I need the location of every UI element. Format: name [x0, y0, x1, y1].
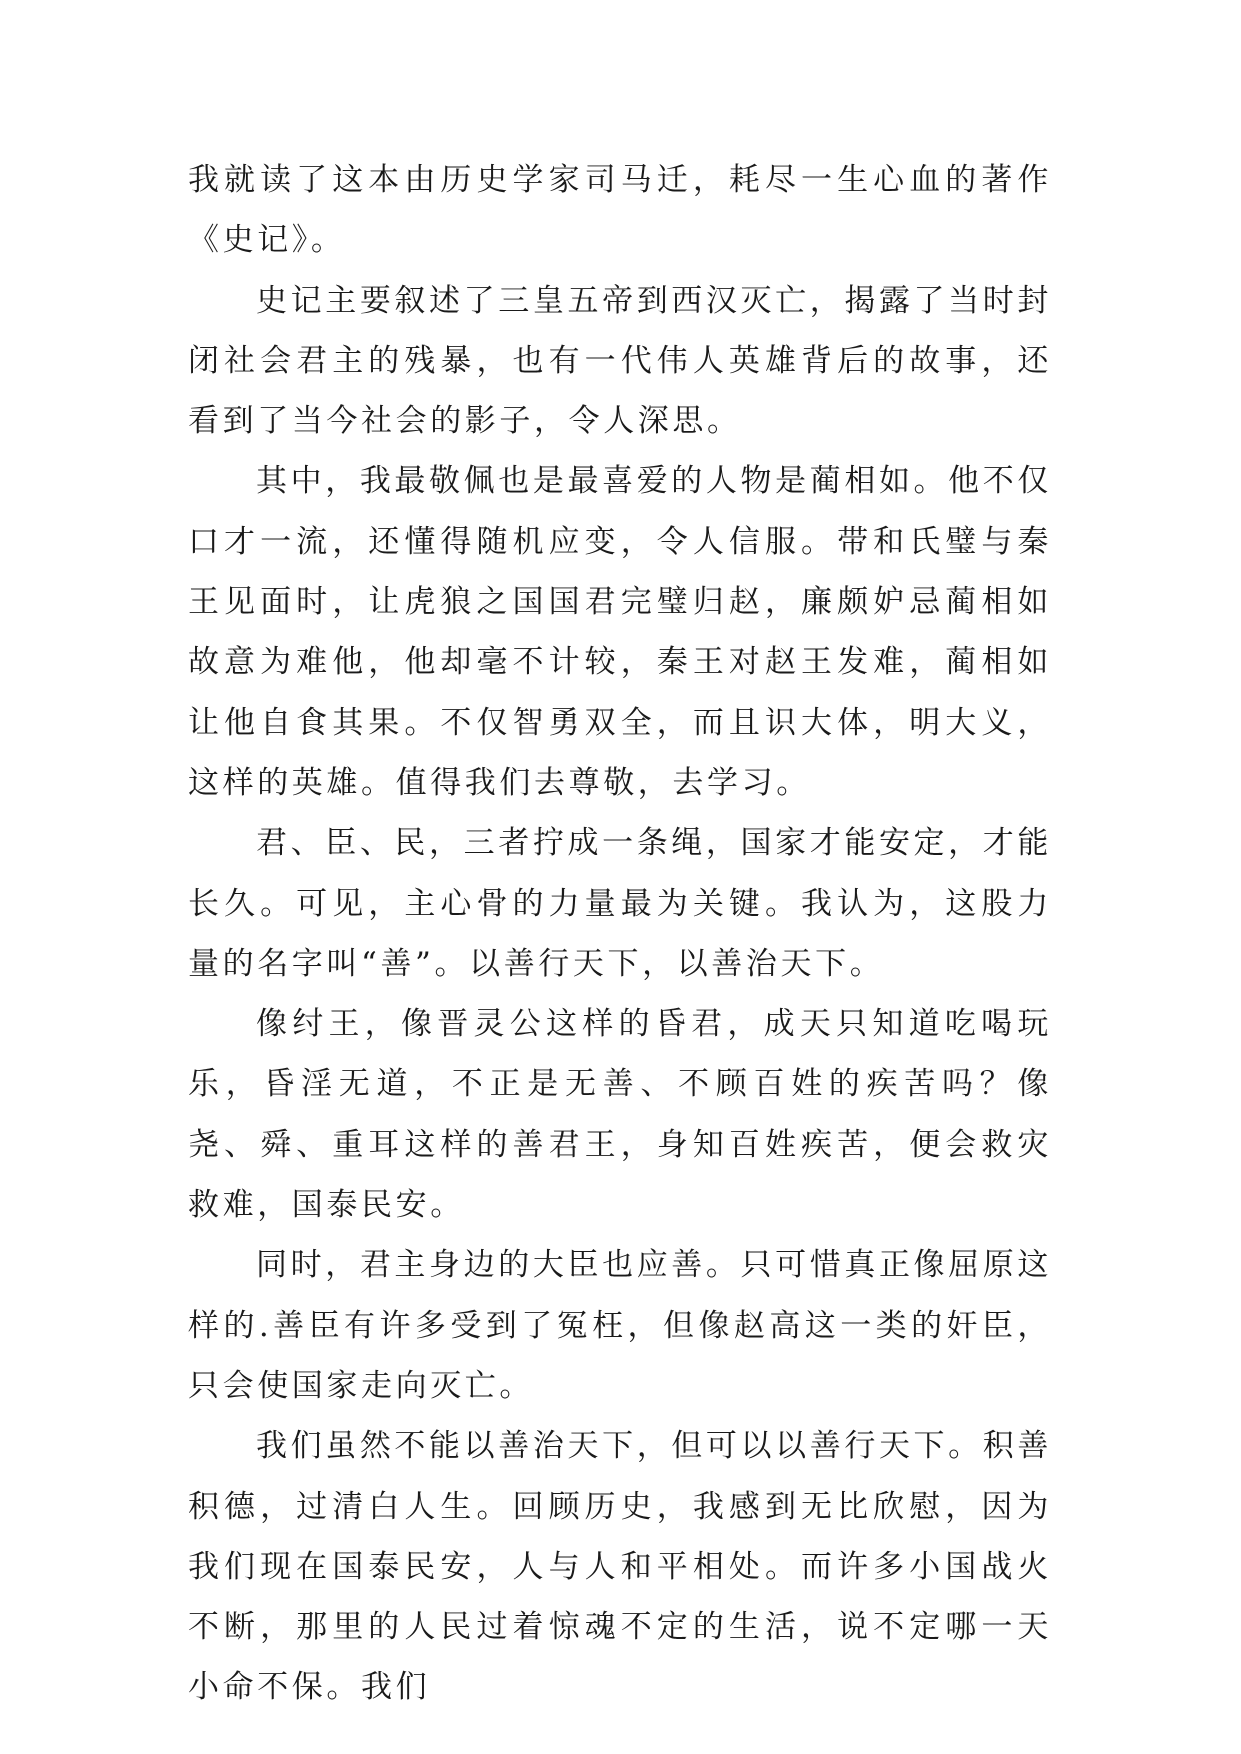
paragraph-7: 我们虽然不能以善治天下，但可以以善行天下。积善积德，过清白人生。回顾历史，我感到无比欣慰，因为我们现在国泰民安，人与人和平相处。而许多小国战火不断，那里的人民过着惊魂不定的生活，说不定哪一天小命不保。我们 — [188, 1428, 1052, 1706]
paragraph-1: 我就读了这本由历史学家司马迁，耗尽一生心血的著作《史记》。 — [188, 162, 1052, 259]
paragraph-2: 史记主要叙述了三皇五帝到西汉灭亡，揭露了当时封闭社会君主的残暴，也有一代伟人英雄背后的故事，还看到了当今社会的影子，令人深思。 — [188, 282, 1052, 440]
document-body — [188, 150, 1052, 1718]
paragraph-5: 像纣王，像晋灵公这样的昏君，成天只知道吃喝玩乐，昏淫无道，不正是无善、不顾百姓的疾苦吗？像尧、舜、重耳这样的善君王，身知百姓疾苦，便会救灾救难，国泰民安。 — [188, 1006, 1052, 1224]
paragraph-3: 其中，我最敬佩也是最喜爱的人物是蔺相如。他不仅口才一流，还懂得随机应变，令人信服。带和氏璧与秦王见面时，让虎狼之国国君完璧归赵，廉颇妒忌蔺相如故意为难他，他却毫不计较，秦王对赵王发难，蔺相如让他自食其果。不仅智勇双全，而且识大体，明大义，这样的英雄。值得我们去尊敬，去学习。 — [188, 463, 1052, 801]
paragraph-6: 同时，君主身边的大臣也应善。只可惜真正像屈原这样的.善臣有许多受到了冤枉，但像赵高这一类的奸臣，只会使国家走向灭亡。 — [188, 1247, 1052, 1404]
paragraph-4: 君、臣、民，三者拧成一条绳，国家才能安定，才能长久。可见，主心骨的力量最为关键。我认为，这股力量的名字叫“善”。以善行天下，以善治天下。 — [188, 825, 1052, 982]
